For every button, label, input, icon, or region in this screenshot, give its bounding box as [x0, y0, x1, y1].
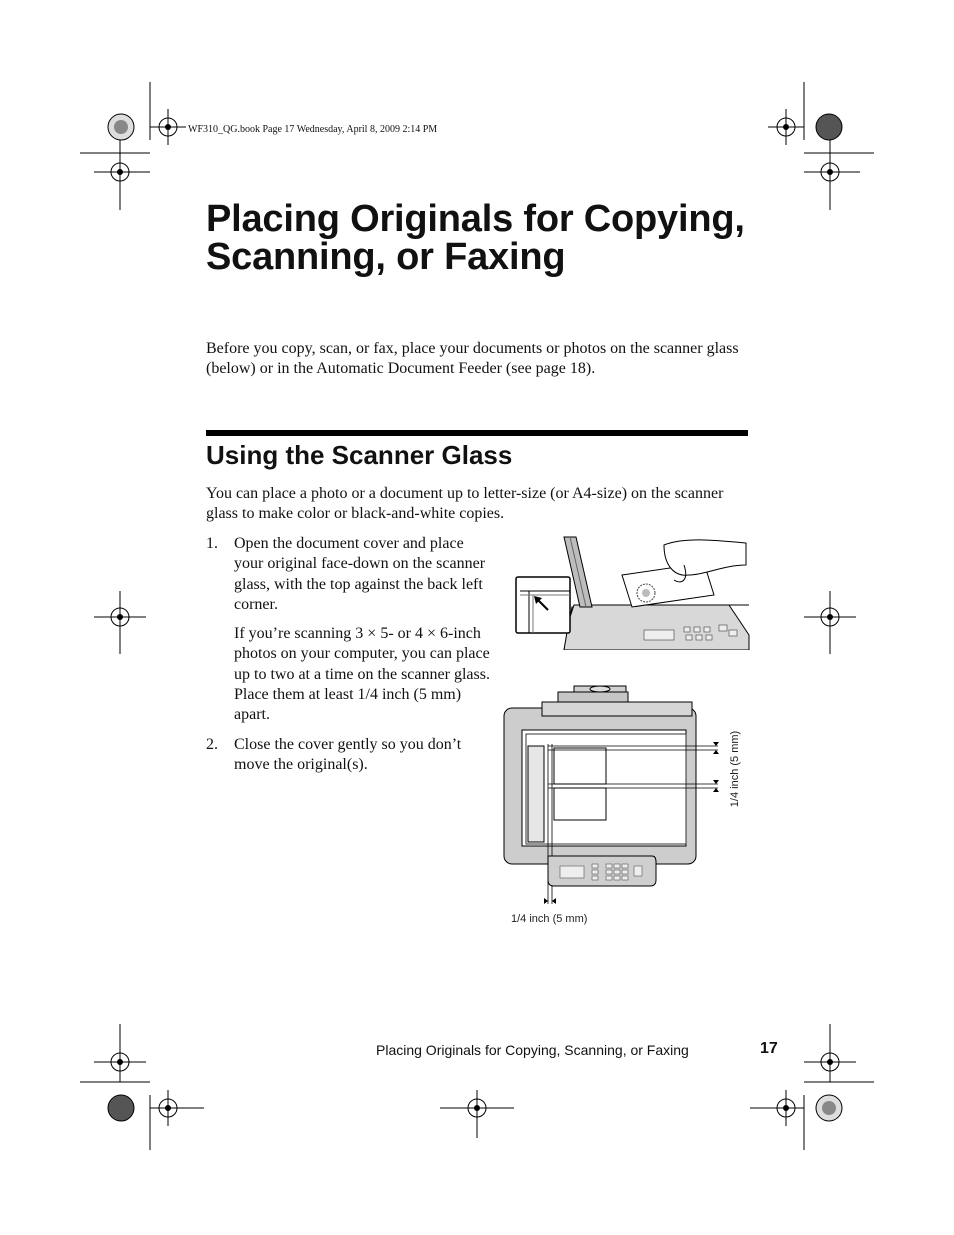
section-body: You can place a photo or a document up to letter-size (or A4-size) on the scanner glass to make color or black-and-white copies. — [206, 485, 724, 522]
dimension-label-vertical: 1/4 inch (5 mm) — [729, 730, 741, 808]
page-title: Placing Originals for Copying, Scanning, or Faxing — [206, 198, 745, 278]
step-1-note: If you’re scanning 3 × 5- or 4 × 6-inch photos on your computer, you can place up to two at a time on the scanner glass. Place them at least 1/4 inch (5 mm) apart. — [234, 625, 490, 724]
page-number: 17 — [760, 1040, 778, 1057]
step-1-number: 1. — [206, 535, 218, 552]
scanner-top-view-diagram — [502, 684, 742, 914]
dimension-label-horizontal: 1/4 inch (5 mm) — [511, 913, 588, 925]
step-1-text: Open the document cover and place your original face-down on the scanner glass, with the top against the back left corner. — [234, 535, 486, 613]
step-2-text: Close the cover gently so you don’t move the original(s). — [234, 736, 462, 774]
section-heading: Using the Scanner Glass — [206, 440, 513, 470]
intro-paragraph: Before you copy, scan, or fax, place your documents or photos on the scanner glass (below) or in the Automatic Document Feeder (see page 18). — [206, 340, 739, 377]
step-2-number: 2. — [206, 736, 218, 753]
section-rule — [206, 430, 748, 436]
scanner-open-illustration — [514, 535, 752, 650]
footer-running-title: Placing Originals for Copying, Scanning, or Faxing — [376, 1042, 689, 1058]
slug-line: WF310_QG.book Page 17 Wednesday, April 8, 2009 2:14 PM — [188, 124, 438, 135]
